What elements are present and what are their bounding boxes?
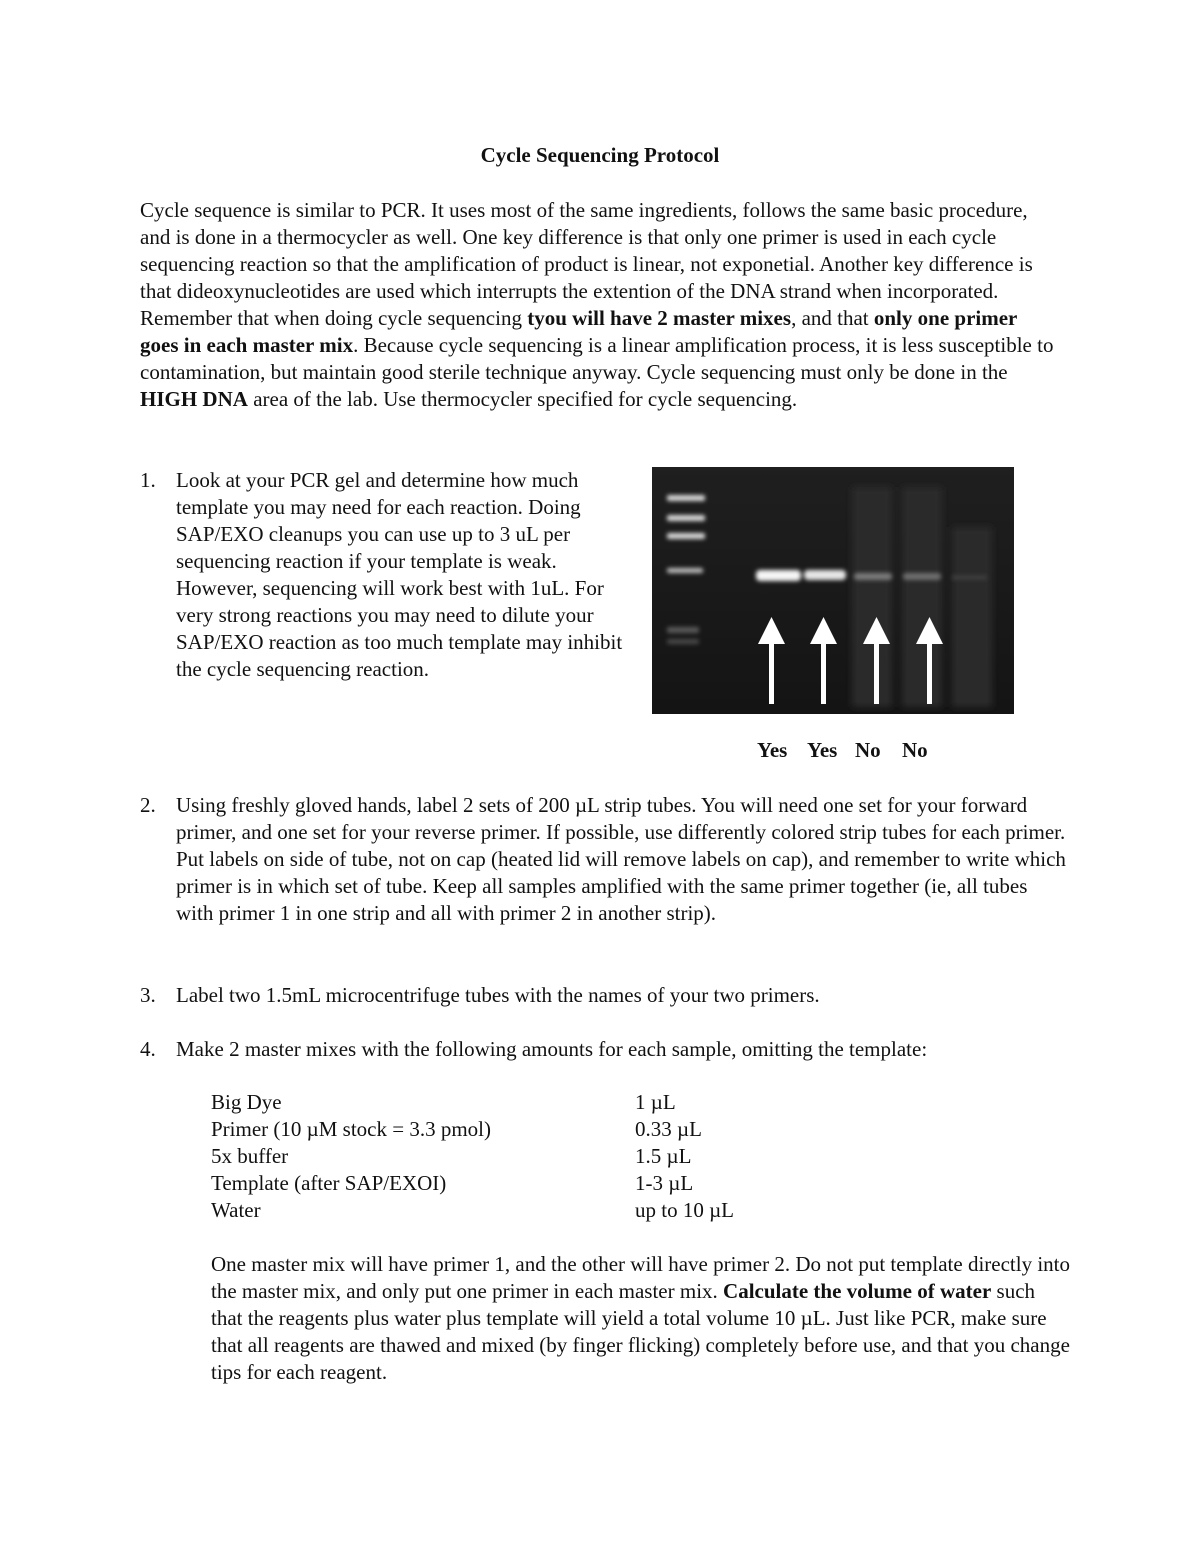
gel-label-4: No xyxy=(902,738,928,762)
table-row xyxy=(211,1143,734,1170)
step-2-text: Using freshly gloved hands, label 2 sets of 200 µL strip tubes. You will need one set for your forward primer, and one set for your reverse primer. If possible, use differently colored strip tubes for each primer. Put labels on side of tube, not on cap (heated lid will remove labels on cap), and remember to write which primer is in which set of tube. Keep all samples amplified with the same primer together (ie, all tubes with primer 1 in one strip and all with primer 2 in another strip). xyxy=(176,793,1066,925)
reagent-name: Big Dye xyxy=(211,1090,282,1114)
reagent-name: Water xyxy=(211,1198,261,1222)
reagent-name: 5x buffer xyxy=(211,1144,289,1168)
intro-bold-2: only one primer goes in each master mix xyxy=(140,306,1017,357)
reagent-name: Primer (10 µM stock = 3.3 pmol) xyxy=(211,1117,492,1141)
gel-label-2: Yes xyxy=(807,738,838,762)
reagent-amount: 0.33 µL xyxy=(635,1117,702,1141)
step-4-text: Make 2 master mixes with the following amounts for each sample, omitting the template: xyxy=(176,1037,928,1061)
step-3-number: 3. xyxy=(140,983,156,1007)
reagent-amount: 1.5 µL xyxy=(635,1144,692,1168)
table-row xyxy=(211,1116,734,1143)
step-2-number: 2. xyxy=(140,793,156,817)
step-1-number: 1. xyxy=(140,468,156,492)
table-row xyxy=(211,1089,734,1116)
step-1-text: Look at your PCR gel and determine how much template you may need for each reaction. Doing SAP/EXO cleanups you can use up to 3 uL per sequencing reaction if your template is weak. However, sequencing will work best with 1uL. For very strong reactions you may need to dilute your SAP/EXO reaction as too much template may inhibit the cycle sequencing reaction. xyxy=(176,468,623,681)
step-3-text: Label two 1.5mL microcentrifuge tubes with the names of your two primers. xyxy=(176,983,820,1007)
pcr-gel-image xyxy=(652,467,1014,714)
gel-label-3: No xyxy=(855,738,881,762)
intro-text-4: area of the lab. Use thermocycler specified for cycle sequencing. xyxy=(247,387,798,411)
reagent-name: Template (after SAP/EXOI) xyxy=(211,1171,447,1195)
intro-bold-3: HIGH DNA xyxy=(140,387,248,411)
intro-text-1: Cycle sequence is similar to PCR. It uses most of the same ingredients, follows the same basic procedure, and is done in a thermocycler as well. One key difference is that only one primer is used in each cycle sequencing reaction so that the amplification of product is linear, not exponetial. Another key difference is that dideoxynucleotides are used which interrupts the extention of the DNA strand when incorporated. Remember that when doing cycle sequencing xyxy=(140,198,1033,330)
intro-text-3: . Because cycle sequencing is a linear amplification process, it is less susceptible to contamination, but maintain good sterile technique anyway. Cycle sequencing must only be done in the xyxy=(140,333,1054,384)
reagent-amount: up to 10 µL xyxy=(635,1198,735,1222)
intro-text-2: , and that xyxy=(791,306,874,330)
intro-bold-1: tyou will have 2 master mixes xyxy=(527,306,792,330)
table-row xyxy=(211,1170,734,1197)
note-text-1: One master mix will have primer 1, and the other will have primer 2. Do not put template directly into the master mix, and only put one primer in each master mix. xyxy=(211,1252,1071,1303)
table-row xyxy=(211,1197,734,1224)
gel-label-1: Yes xyxy=(757,738,788,762)
master-mix-note xyxy=(211,1251,1071,1386)
step-4-number: 4. xyxy=(140,1037,156,1061)
reagent-amount: 1-3 µL xyxy=(635,1171,694,1195)
note-bold-1: Calculate the volume of water xyxy=(723,1279,992,1303)
reagent-table xyxy=(211,1089,734,1224)
intro-paragraph xyxy=(140,197,1060,413)
note-text-2: such that the reagents plus water plus template will yield a total volume 10 µL. Just like PCR, make sure that all reagents are thawed and mixed (by finger flicking) completely before use, and that you change tips for each reagent. xyxy=(211,1279,1070,1384)
page-title: Cycle Sequencing Protocol xyxy=(480,143,720,167)
reagent-amount: 1 µL xyxy=(635,1090,676,1114)
